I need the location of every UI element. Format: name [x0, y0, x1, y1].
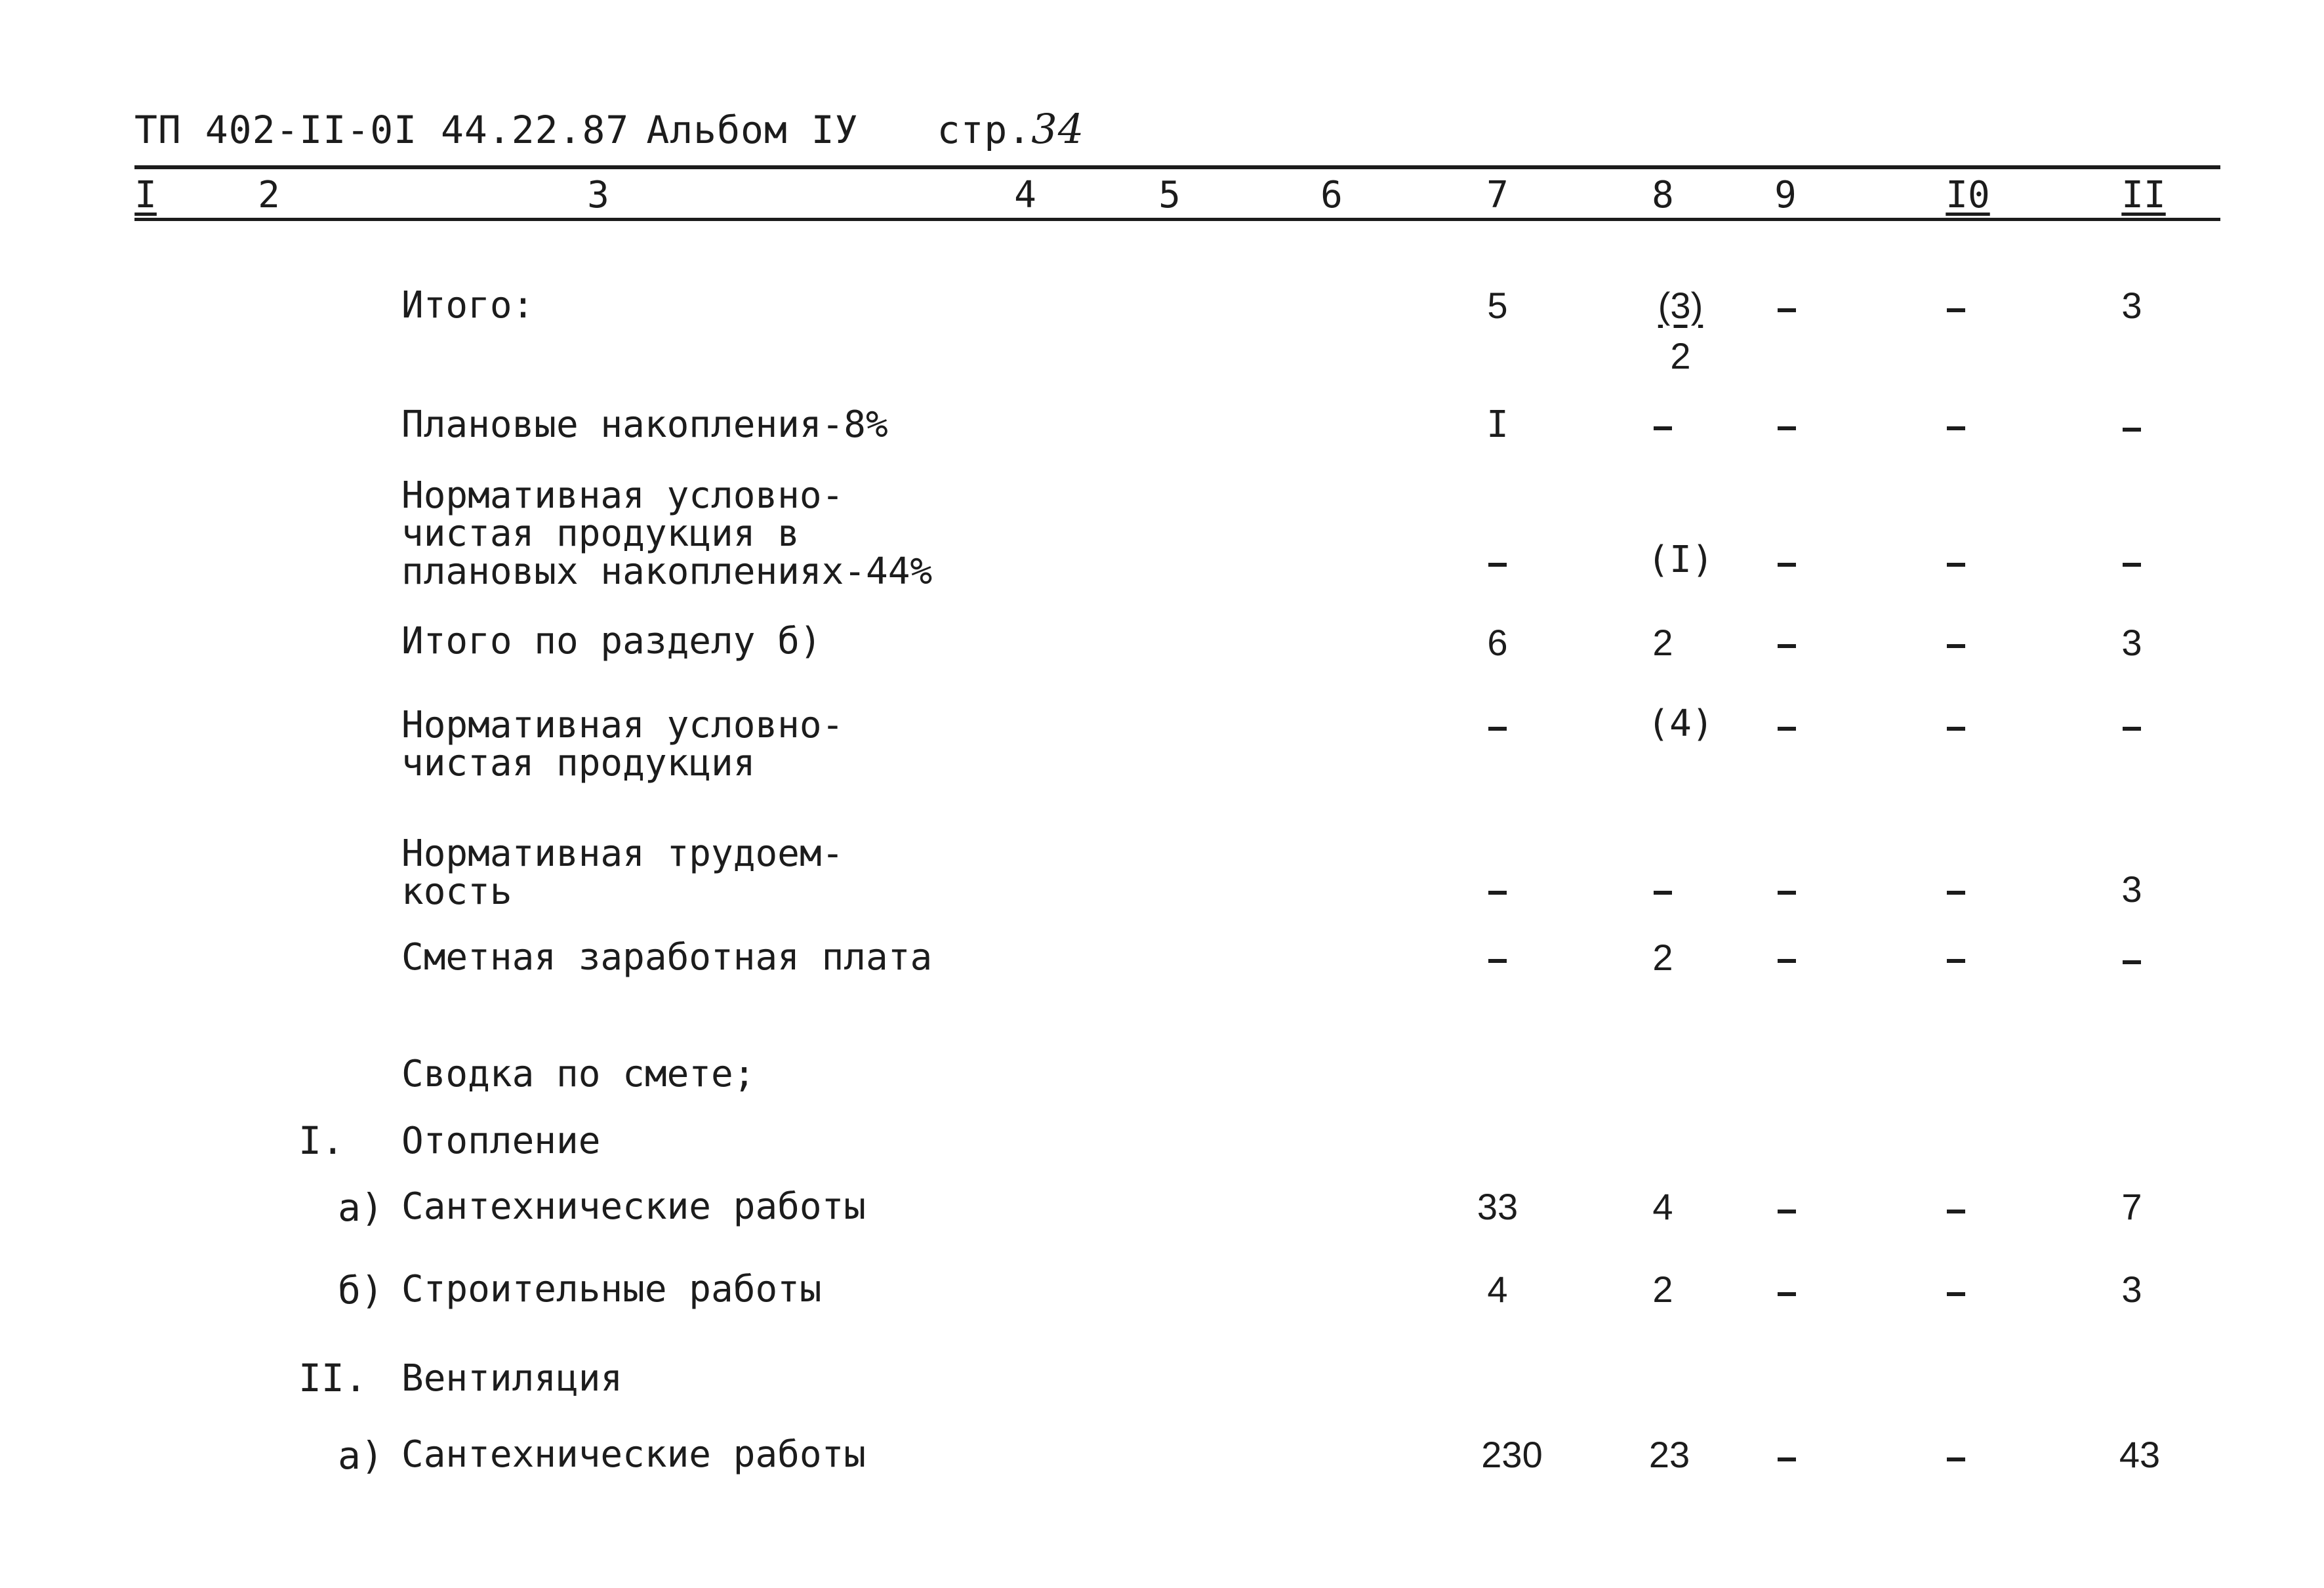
cell-col9	[1778, 1457, 1796, 1461]
cell-col11	[2123, 960, 2141, 964]
column-number-8: 8	[1652, 174, 1674, 216]
row-label: Плановые накопления-8%	[401, 403, 888, 446]
cell-col8	[1654, 891, 1672, 895]
column-number-2: 2	[258, 174, 280, 216]
cell-col8: (3)	[1658, 285, 1703, 326]
column-number-6: 6	[1320, 174, 1343, 216]
column-number-11: II	[2121, 174, 2166, 216]
cell-col9	[1778, 891, 1796, 895]
column-number-7: 7	[1486, 174, 1509, 216]
cell-col10	[1947, 891, 1965, 895]
cell-col8: 23	[1648, 1434, 1690, 1475]
cell-col8: 2	[1652, 1269, 1673, 1310]
cell-col8: 2	[1652, 622, 1673, 663]
cell-col8: (I)	[1647, 539, 1714, 581]
header-rule-top	[134, 165, 2220, 169]
row-label: Нормативная условно- чистая продукция в плановых накоплениях-44%	[401, 474, 933, 593]
column-number-9: 9	[1774, 174, 1797, 216]
cell-col10	[1947, 1210, 1965, 1213]
cell-col7: 4	[1487, 1269, 1508, 1310]
cell-col11: 3	[2121, 285, 2142, 326]
page-label: стр.	[937, 108, 1032, 152]
cell-col7: 5	[1487, 285, 1508, 326]
cell-col10	[1947, 563, 1965, 567]
row-prefix: а)	[338, 1433, 384, 1478]
cell-col7: 230	[1481, 1434, 1543, 1475]
row-label: Сводка по смете;	[401, 1053, 756, 1095]
column-number-1: I	[134, 174, 157, 216]
cell-col7	[1488, 959, 1507, 963]
cell-col9	[1778, 727, 1796, 731]
cell-col9	[1778, 563, 1796, 567]
column-number-3: 3	[587, 174, 609, 216]
cell-col11: 7	[2121, 1186, 2142, 1227]
row-label: Вентиляция	[401, 1357, 623, 1400]
row-prefix: а)	[338, 1185, 384, 1230]
header-rule-bottom	[134, 218, 2220, 221]
row-prefix: I.	[298, 1118, 344, 1163]
cell-col10	[1947, 959, 1965, 963]
cell-col8: (4)	[1647, 702, 1714, 745]
row-label: Строительные работы	[401, 1268, 822, 1311]
document-code: ТП 402-II-0I 44.22.87	[134, 108, 630, 152]
cell-col10	[1947, 644, 1965, 648]
cell-col7	[1488, 891, 1507, 895]
page-header	[134, 105, 1084, 153]
cell-col9	[1778, 959, 1796, 963]
cell-col11	[2123, 563, 2141, 567]
row-label: Итого:	[401, 284, 535, 327]
cell-col8-sub: 2	[1670, 335, 1691, 377]
cell-col9	[1778, 426, 1796, 430]
column-number-10: I0	[1946, 174, 1990, 216]
cell-col9	[1778, 644, 1796, 648]
row-prefix: б)	[338, 1268, 384, 1313]
cell-col7: I	[1486, 403, 1509, 446]
row-label: Сметная заработная плата	[401, 936, 933, 979]
cell-col11: 3	[2121, 1269, 2142, 1310]
cell-col10	[1947, 727, 1965, 731]
cell-col8: 4	[1652, 1186, 1673, 1227]
column-number-5: 5	[1158, 174, 1181, 216]
cell-col9	[1778, 1210, 1796, 1213]
row-label: Нормативная трудоем- кость	[401, 832, 844, 913]
cell-col7: 6	[1487, 622, 1508, 663]
row-label: Нормативная условно- чистая продукция	[401, 704, 844, 784]
album-label: Альбом IУ	[646, 108, 859, 152]
cell-col8: 2	[1652, 937, 1673, 978]
row-label: Отопление	[401, 1120, 601, 1162]
cell-col11: 43	[2119, 1434, 2161, 1475]
cell-col10	[1947, 1292, 1965, 1296]
cell-col11	[2123, 727, 2141, 731]
page-number: 34	[1031, 105, 1085, 153]
cell-col7	[1488, 727, 1507, 731]
cell-col11: 3	[2121, 868, 2142, 910]
cell-col9	[1778, 308, 1796, 312]
cell-col10	[1947, 1457, 1965, 1461]
cell-col7: 33	[1477, 1186, 1519, 1227]
cell-col10	[1947, 308, 1965, 312]
row-label: Сантехнические работы	[401, 1185, 866, 1228]
cell-col7	[1488, 563, 1507, 567]
cell-col10	[1947, 426, 1965, 430]
cell-col11: 3	[2121, 622, 2142, 663]
row-label: Сантехнические работы	[401, 1433, 866, 1476]
cell-col8	[1654, 426, 1672, 430]
column-number-4: 4	[1014, 174, 1036, 216]
row-label: Итого по разделу б)	[401, 620, 822, 662]
cell-col9	[1778, 1292, 1796, 1296]
row-prefix: II.	[298, 1356, 367, 1400]
cell-col11	[2123, 428, 2141, 432]
